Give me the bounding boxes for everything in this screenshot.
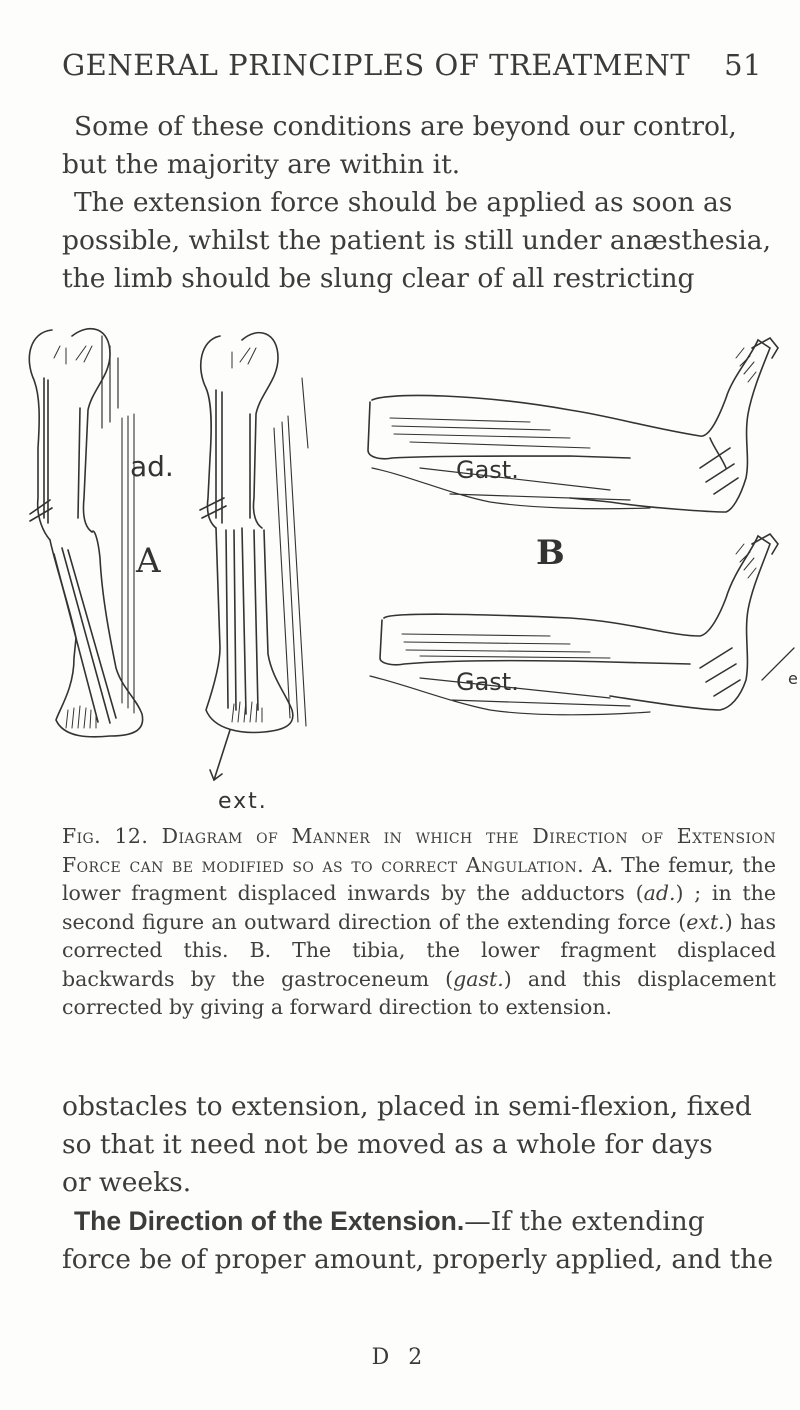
text-line: possible, whilst the patient is still under anæsthesia, [62,225,772,256]
caption-text: A. The femur, the lower fragment displaced inwards by the adductors ( [62,852,776,905]
label-gast-top: Gast. [456,456,519,484]
caption-text: ) and this displacement corrected by giving a forward direction to extension. [62,966,777,1019]
caption-text: ) has corrected this. B. The tibia, the lower fragment displaced backwards by the gastroceneum ( [62,909,776,991]
figure-12 [10,318,800,814]
signature-mark: D 2 [371,1345,429,1370]
text-line: The extension force should be applied as soon as [74,187,733,218]
body-paragraph-top [62,108,782,298]
label-gast-bottom: Gast. [456,668,519,696]
label-ext: ext. [218,789,268,814]
text-line: Some of these conditions are beyond our control, [74,111,737,142]
label-a: A [136,541,161,581]
text-line: the limb should be slung clear of all restricting [62,263,695,294]
text-line: or weeks. [62,1167,192,1198]
body-paragraph-bottom [62,1088,782,1279]
running-header [62,48,762,88]
text-run: —If the extending [464,1206,705,1237]
caption-abbrev-ext: ext. [686,909,725,934]
text-line: so that it need not be moved as a whole for days [62,1129,713,1160]
caption-text: ) ; in the second figure an outward direction of the extending force ( [62,881,776,934]
caption-abbrev-ad: ad. [643,881,676,905]
text-line [62,1202,782,1241]
page-number: 51 [724,48,762,82]
section-heading: The Direction of the Extension. [74,1206,465,1236]
caption-abbrev-gast: gast. [453,966,504,991]
tibia-corrected-drawing [370,534,794,715]
text-line: but the majority are within it. [62,149,461,180]
tibia-displaced-drawing [368,338,778,512]
running-title: GENERAL PRINCIPLES OF TREATMENT [62,48,691,82]
text-line: force be of proper amount, properly applied, and the [62,1244,774,1275]
label-ad: ad. [130,450,174,483]
femur-displaced-drawing [29,329,142,737]
caption-title: Fig. 12. Diagram of Manner in which the Direction of Extension Force can be modified so as to correct Angulation. [62,824,776,877]
figure-caption [62,822,776,1022]
label-b: B [536,533,565,573]
text-line: obstacles to extension, placed in semi-flexion, fixed [62,1091,752,1122]
label-e: e [788,669,798,688]
femur-corrected-drawing [200,333,308,780]
